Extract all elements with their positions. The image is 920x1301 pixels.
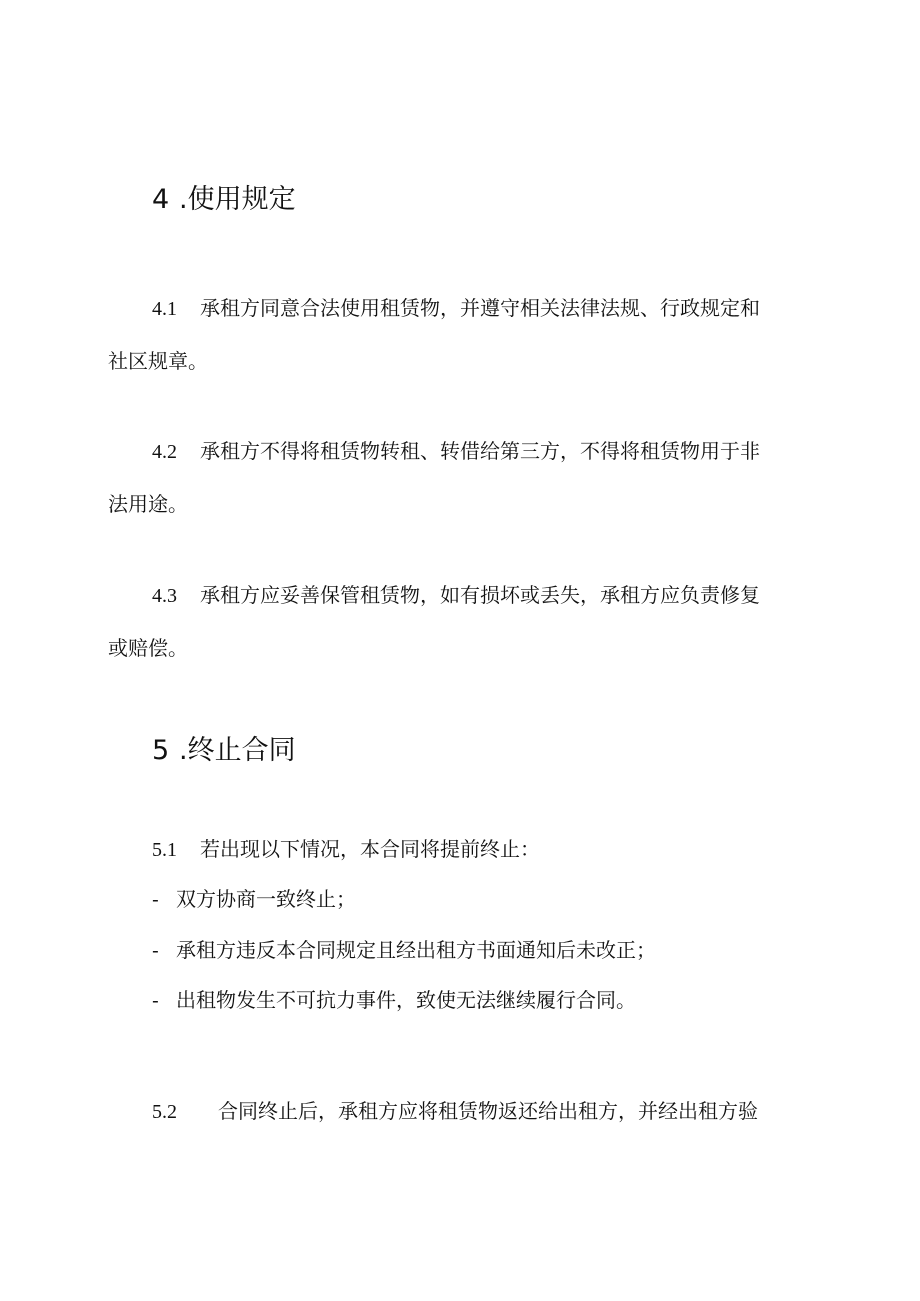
clause-number: 5.2 bbox=[152, 1101, 177, 1123]
clause-text-line1: 承租方同意合法使用租赁物，并遵守相关法律法规、行政规定和 bbox=[200, 296, 760, 320]
clause-4-2 bbox=[108, 425, 808, 530]
clause-number: 5.1 bbox=[152, 839, 177, 861]
dash-marker: - bbox=[152, 887, 159, 911]
clause-text-line1: 若出现以下情况，本合同将提前终止： bbox=[200, 837, 540, 861]
list-item bbox=[152, 889, 356, 909]
clause-text-line2: 或赔偿。 bbox=[108, 636, 188, 660]
section-heading-4 bbox=[152, 186, 296, 213]
list-item-text: 承租方违反本合同规定且经出租方书面通知后未改正； bbox=[176, 938, 656, 962]
section-number: 5 bbox=[152, 735, 170, 766]
clause-4-3 bbox=[108, 569, 808, 674]
clause-5-2 bbox=[108, 1085, 808, 1138]
clause-4-1 bbox=[108, 282, 808, 387]
list-item bbox=[152, 990, 636, 1010]
list-item-text: 出租物发生不可抗力事件，致使无法继续履行合同。 bbox=[176, 988, 636, 1012]
dash-marker: - bbox=[152, 988, 159, 1012]
clause-number: 4.1 bbox=[152, 298, 177, 320]
clause-text-line2: 法用途。 bbox=[108, 492, 188, 516]
clause-5-1 bbox=[108, 823, 808, 876]
section-title: .使用规定 bbox=[179, 184, 296, 215]
clause-number: 4.3 bbox=[152, 585, 177, 607]
section-title: .终止合同 bbox=[179, 735, 296, 766]
clause-text-line1: 合同终止后，承租方应将租赁物返还给出租方，并经出租方验 bbox=[218, 1099, 758, 1123]
clause-text-line2: 社区规章。 bbox=[108, 349, 208, 373]
clause-number: 4.2 bbox=[152, 441, 177, 463]
list-item-text: 双方协商一致终止； bbox=[176, 887, 356, 911]
section-number: 4 bbox=[152, 184, 170, 215]
dash-marker: - bbox=[152, 938, 159, 962]
section-heading-5 bbox=[152, 737, 296, 764]
list-item bbox=[152, 940, 656, 960]
clause-text-line1: 承租方应妥善保管租赁物，如有损坏或丢失，承租方应负责修复 bbox=[200, 583, 760, 607]
clause-text-line1: 承租方不得将租赁物转租、转借给第三方，不得将租赁物用于非 bbox=[200, 439, 760, 463]
